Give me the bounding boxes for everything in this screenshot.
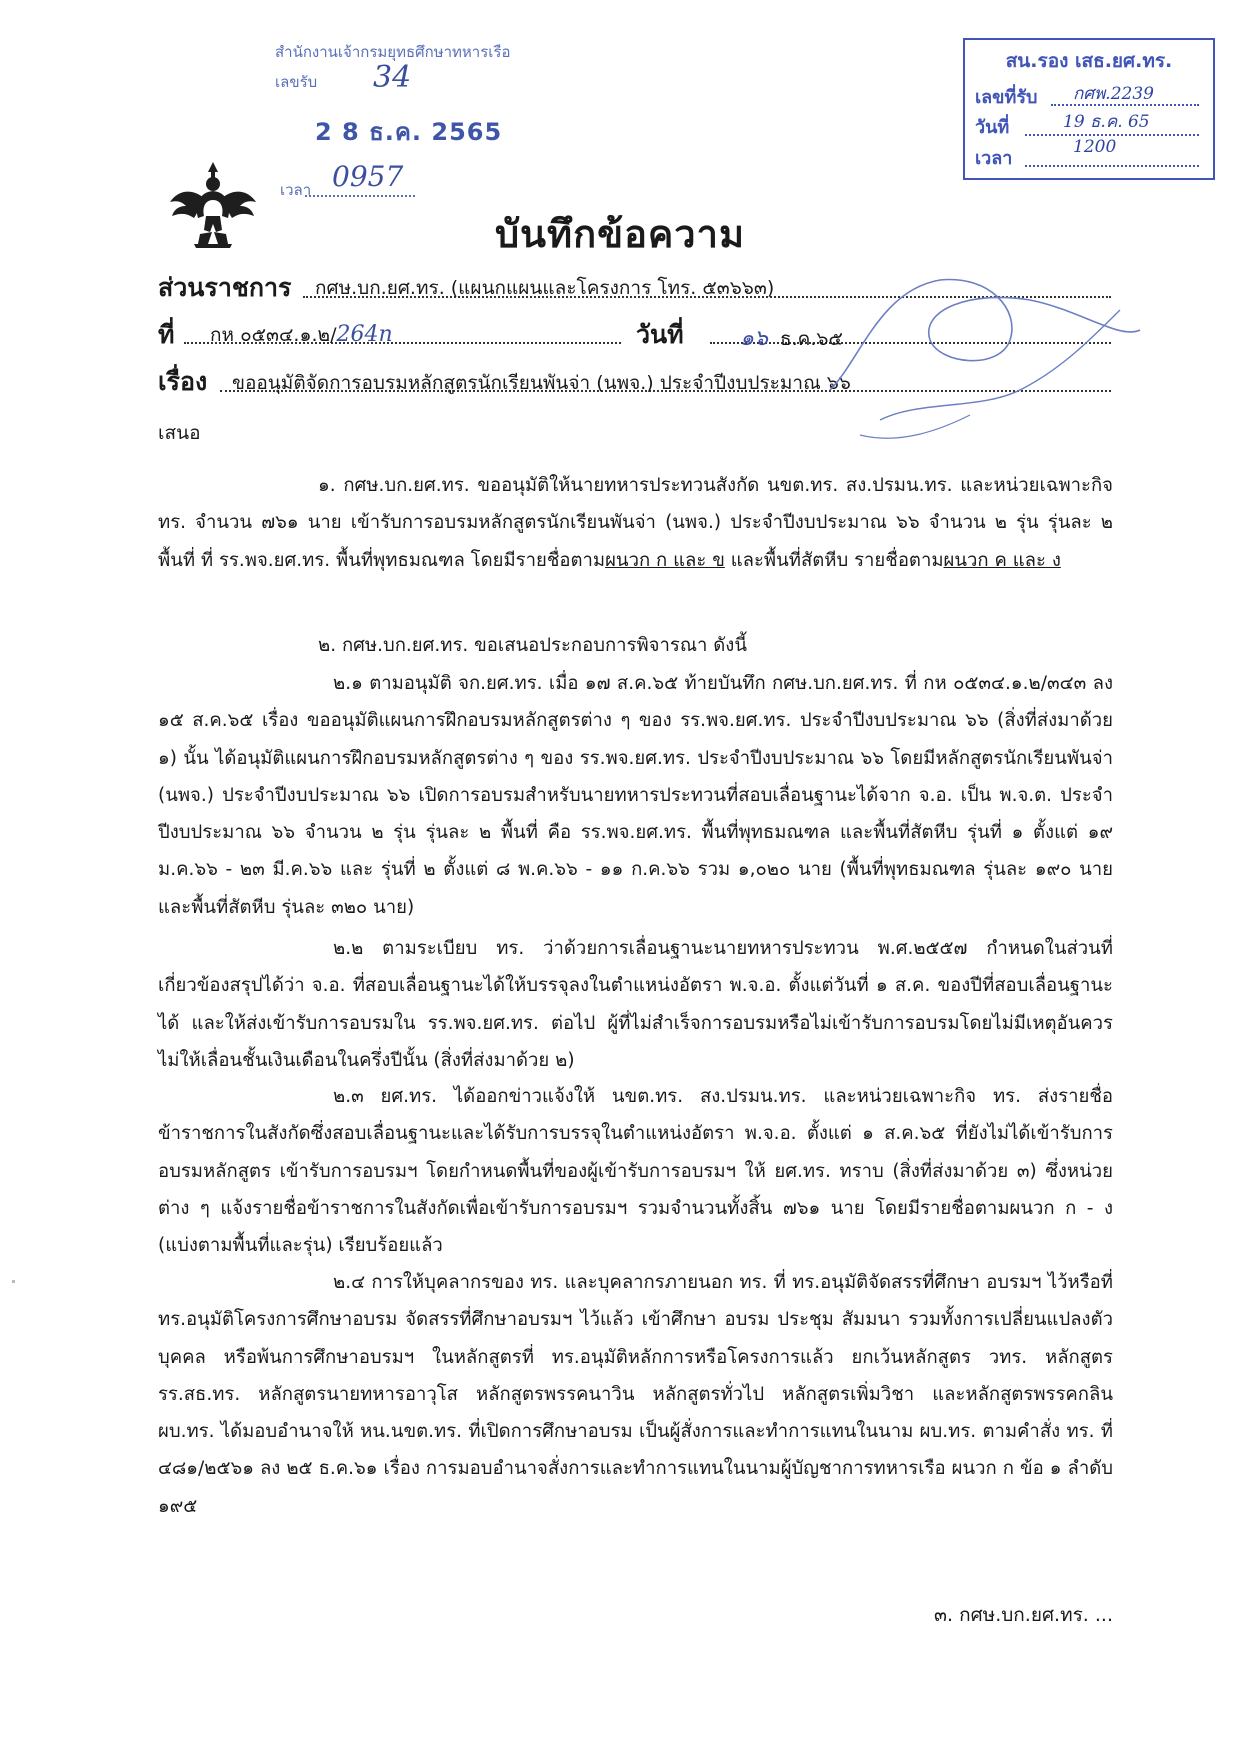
receive-date: 2 8 ธ.ค. 2565 xyxy=(315,118,503,146)
paragraph-2-4 xyxy=(158,1264,1113,1525)
continuation-note: ๓. กศษ.บก.ยศ.ทร. ... xyxy=(934,1604,1113,1626)
handwritten-scribble xyxy=(820,270,1150,450)
date-label: วันที่ xyxy=(636,320,684,349)
box-date-label: วันที่ xyxy=(975,117,1010,138)
paragraph-2-2 xyxy=(158,930,1113,1079)
paragraph-2-3 xyxy=(158,1078,1113,1264)
paragraph-2-4-text: ๒.๔ การให้บุคลากรของ ทร. และบุคลากรภายนอก ทร. ที่ ทร.อนุมัติจัดสรรที่ศึกษา อบรมฯ ไว้หรือที่ ทร.อนุมัติโครงการศึกษาอบรม จัดสรรที่ศึกษาอบรมฯ ไว้แล้ว เข้าศึกษา อบรม ประชุม สัมมนา รวมทั้งการเปลี่ยนแปลงตัวบุคคล หรือพ้นการศึกษาอบรมฯ ในหลักสูตรที่ ทร.อนุมัติหลักการหรือโครงการแล้ว ยกเว้นหลักสูตร วทร. หลักสูตร รร.สธ.ทร. หลักสูตรนายทหารอาวุโส หลักสูตรพรรคนาวิน หลักสูตรทั่วไป หลักสูตรเพิ่มวิชา และหลักสูตรพรรคกลิน ผบ.ทร. ได้มอบอำนาจให้ หน.นขต.ทร. ที่เปิดการศึกษาอบรม เป็นผู้สั่งการและทำการแทนในนาม ผบ.ทร. ตามคำสั่ง ทร. ที่ ๔๘๑/๒๕๖๑ ลง ๒๕ ธ.ค.๖๑ เรื่อง การมอบอำนาจสั่งการและทำการแทนในนามผู้บัญชาการทหารเรือ ผนวก ก ข้อ ๑ ลำดับ ๑๙๕ xyxy=(158,1272,1113,1517)
box-time: 1200 xyxy=(1073,137,1117,157)
margin-mark xyxy=(12,1280,15,1283)
agency-label: ส่วนราชการ xyxy=(158,273,292,302)
ref-handwritten: 264n xyxy=(336,322,393,347)
box-date: 19 ธ.ค. 65 xyxy=(1063,112,1150,132)
receive-number-label: เลขรับ xyxy=(275,73,318,91)
box-number: กศพ.2239 xyxy=(1073,84,1154,104)
receive-time-line xyxy=(305,195,415,197)
box-stamp-title: สน.รอง เสธ.ยศ.ทร. xyxy=(1005,50,1173,72)
subject-value: ขออนุมัติจัดการอบรมหลักสูตรนักเรียนพันจ่า (นพจ.) ประจำปีงบประมาณ ๖๖ xyxy=(232,372,851,394)
paragraph-2-1-text: ๒.๑ ตามอนุมัติ จก.ยศ.ทร. เมื่อ ๑๗ ส.ค.๖๕ ท้ายบันทึก กศษ.บก.ยศ.ทร. ที่ กห ๐๕๓๔.๑.๒/๓๔๓ ลง ๑๕ ส.ค.๖๕ เรื่อง ขออนุมัติแผนการฝึกอบรมหลักสูตรต่าง ๆ ของ รร.พจ.ยศ.ทร. ประจำปีงบประมาณ ๖๖ (สิ่งที่ส่งมาด้วย ๑) นั้น ได้อนุมัติแผนการฝึกอบรมหลักสูตรต่าง ๆ ของ รร.พจ.ยศ.ทร. ประจำปีงบประมาณ ๖๖ โดยมีหลักสูตรนักเรียนพันจ่า (นพจ.) ประจำปีงบประมาณ ๖๖ เปิดการอบรมสำหรับนายทหารประทวนที่สอบเลื่อนฐานะได้จาก จ.อ. เป็น พ.จ.ต. ประจำปีงบประมาณ ๖๖ จำนวน ๒ รุ่น รุ่นละ ๒ พื้นที่ คือ รร.พจ.ยศ.ทร. พื้นที่พุทธมณฑล และพื้นที่สัตหีบ รุ่นที่ ๑ ตั้งแต่ ๑๙ ม.ค.๖๖ - ๒๓ มี.ค.๖๖ และ รุ่นที่ ๒ ตั้งแต่ ๘ พ.ค.๖๖ - ๑๑ ก.ค.๖๖ รวม ๑,๐๒๐ นาย (พื้นที่พุทธมณฑล รุ่นละ ๑๙๐ นาย และพื้นที่สัตหีบ รุ่นละ ๓๒๐ นาย) xyxy=(158,673,1113,918)
annex-ref-ab: ผนวก ก และ ข xyxy=(605,549,725,571)
annex-ref-cd: ผนวก ค และ ง xyxy=(943,549,1061,571)
date-month-year: ธ.ค.๖๕ xyxy=(780,328,843,350)
paragraph-1 xyxy=(158,467,1113,579)
receive-stamp-office: สำนักงานเจ้ากรมยุทธศึกษาทหารเรือ xyxy=(275,43,511,61)
box-stamp xyxy=(963,38,1215,180)
paragraph-2 xyxy=(158,627,1113,664)
date-handwritten-day: ๑๖ xyxy=(740,326,768,351)
paragraph-2-2-text: ๒.๒ ตามระเบียบ ทร. ว่าด้วยการเลื่อนฐานะนายทหารประทวน พ.ศ.๒๕๕๗ กำหนดในส่วนที่เกี่ยวข้องสรุปได้ว่า จ.อ. ที่สอบเลื่อนฐานะได้ให้บรรจุลงในตำแหน่งอัตรา พ.จ.อ. ตั้งแต่วันที่ ๑ ส.ค. ของปีที่สอบเลื่อนฐานะได้ และให้ส่งเข้ารับการอบรมใน รร.พจ.ยศ.ทร. ต่อไป ผู้ที่ไม่สำเร็จการอบรมหรือไม่เข้ารับการอบรมโดยไม่มีเหตุอันควร ไม่ให้เลื่อนชั้นเงินเดือนในครึ่งปีนั้น (สิ่งที่ส่งมาด้วย ๒) xyxy=(158,938,1113,1071)
box-time-line xyxy=(1025,165,1199,167)
receive-time-label: เวลา xyxy=(280,181,312,199)
receive-number: 34 xyxy=(373,60,412,95)
salutation: เสนอ xyxy=(158,422,201,444)
ref-number: กห ๐๕๓๔.๑.๒/ xyxy=(210,324,337,346)
subject-label: เรื่อง xyxy=(158,367,208,396)
document-title: บันทึกข้อความ xyxy=(494,212,746,256)
paragraph-2-1 xyxy=(158,665,1113,926)
ref-value xyxy=(210,320,393,350)
paragraph-1-text: ๑. กศษ.บก.ยศ.ทร. ขออนุมัติให้นายทหารประทวนสังกัด นขต.ทร. สง.ปรมน.ทร. และหน่วยเฉพาะกิจ ทร. จำนวน ๗๖๑ นาย เข้ารับการอบรมหลักสูตรนักเรียนพันจ่า (นพจ.) ประจำปีงบประมาณ ๖๖ จำนวน ๒ รุ่น รุ่นละ ๒ พื้นที่ ที่ รร.พจ.ยศ.ทร. พื้นที่พุทธมณฑล โดยมีรายชื่อตาม xyxy=(158,475,1113,571)
ref-label: ที่ xyxy=(158,320,175,349)
receive-stamp xyxy=(275,40,515,200)
receive-time: 0957 xyxy=(332,160,404,193)
box-time-label: เวลา xyxy=(975,148,1013,169)
paragraph-2-3-text: ๒.๓ ยศ.ทร. ได้ออกข่าวแจ้งให้ นขต.ทร. สง.ปรมน.ทร. และหน่วยเฉพาะกิจ ทร. ส่งรายชื่อข้าราชการในสังกัดซึ่งสอบเลื่อนฐานะและได้รับการบรรจุในตำแหน่งอัตรา พ.จ.อ. ตั้งแต่ ๑ ส.ค.๖๕ ที่ยังไม่ได้เข้ารับการอบรมหลักสูตร เข้ารับการอบรมฯ โดยกำหนดพื้นที่ของผู้เข้ารับการอบรมฯ ให้ ยศ.ทร. ทราบ (สิ่งที่ส่งมาด้วย ๓) ซึ่งหน่วยต่าง ๆ แจ้งรายชื่อข้าราชการในสังกัดเพื่อเข้ารับการอบรมฯ รวมจำนวนทั้งสิ้น ๗๖๑ นาย โดยมีรายชื่อตามผนวก ก - ง (แบ่งตามพื้นที่และรุ่น) เรียบร้อยแล้ว xyxy=(158,1086,1113,1257)
box-number-label: เลขที่รับ xyxy=(975,87,1038,108)
paragraph-1-text-b: และพื้นที่สัตหีบ รายชื่อตาม xyxy=(724,549,944,571)
agency-value: กศษ.บก.ยศ.ทร. (แผนกแผนและโครงการ โทร. ๕๓๖๖๓) xyxy=(315,277,775,299)
paragraph-2-text: ๒. กศษ.บก.ยศ.ทร. ขอเสนอประกอบการพิจารณา ดังนี้ xyxy=(318,635,747,656)
